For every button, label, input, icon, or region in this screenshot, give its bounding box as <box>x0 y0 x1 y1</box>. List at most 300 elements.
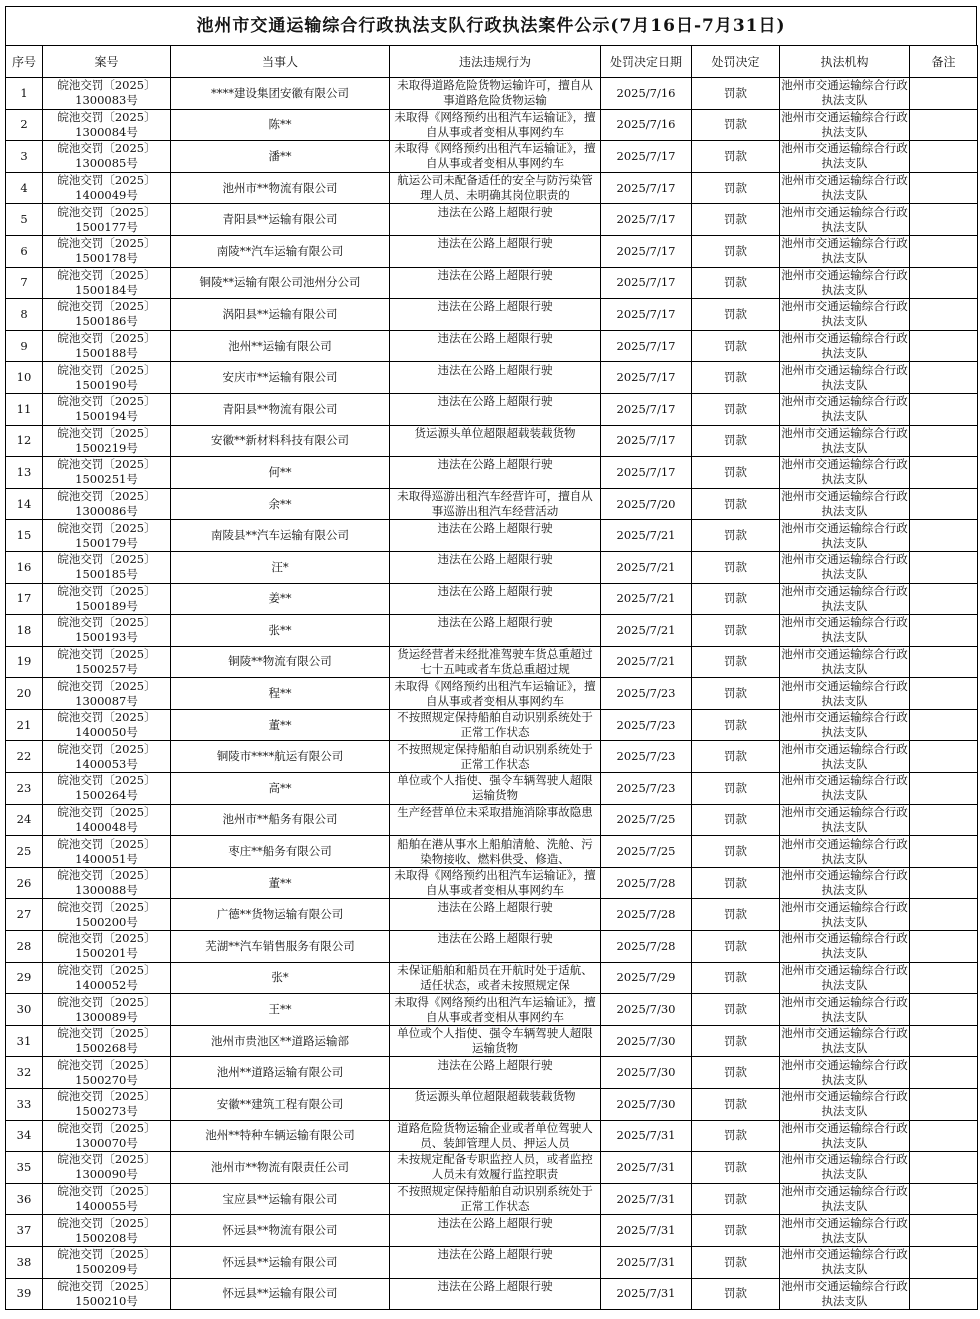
cell-date-container <box>601 1120 692 1152</box>
cell-remark <box>910 363 977 393</box>
cell-date-container <box>601 1183 692 1215</box>
cell-agency: 池州市交通运输综合行政执法支队 <box>781 741 908 771</box>
cell-party: 怀远县**运输有限公司 <box>222 1286 338 1301</box>
cell-case-number-container <box>43 1089 171 1121</box>
cell-case-number-container <box>43 646 171 678</box>
cell-party: 张* <box>271 970 289 985</box>
cell-remark <box>910 299 977 329</box>
cell-party: 青阳县**物流有限公司 <box>222 401 338 416</box>
cell-date-container <box>601 741 692 773</box>
cell-party: 南陵县**汽车运输有限公司 <box>211 528 349 543</box>
cell-case-number: 皖池交罚〔2025〕1400048号 <box>57 804 156 834</box>
cell-remark <box>910 78 977 108</box>
cell-no: 10 <box>16 370 32 385</box>
cell-case-number: 皖池交罚〔2025〕1500208号 <box>57 1215 156 1245</box>
cell-decision: 罚款 <box>724 464 747 479</box>
cell-violation: 生产经营单位未采取措施消除事故隐患 <box>397 804 593 819</box>
cell-case-number: 皖池交罚〔2025〕1300070号 <box>57 1120 156 1150</box>
cell-date: 2025/7/21 <box>616 559 676 574</box>
cell-remark <box>910 394 977 424</box>
cell-agency: 池州市交通运输综合行政执法支队 <box>781 836 908 866</box>
cell-case-number: 皖池交罚〔2025〕1500201号 <box>57 931 156 961</box>
table-row <box>6 962 978 994</box>
cell-agency-container <box>780 678 910 710</box>
cell-party: 池州市**物流有限责任公司 <box>211 1159 349 1174</box>
cell-date-container <box>601 1025 692 1057</box>
table-row <box>6 520 978 552</box>
cell-no: 17 <box>16 591 32 606</box>
cell-case-number: 皖池交罚〔2025〕1500184号 <box>57 267 156 297</box>
cell-remark-container <box>910 425 978 457</box>
cell-remark-container <box>910 1246 978 1278</box>
cell-date: 2025/7/20 <box>616 496 676 511</box>
cell-party: 董** <box>268 875 292 890</box>
cell-agency: 池州市交通运输综合行政执法支队 <box>781 109 908 139</box>
cell-remark <box>910 805 977 835</box>
cell-date-container <box>601 488 692 520</box>
cell-remark-container <box>910 773 978 805</box>
cell-party: 枣庄**船务有限公司 <box>228 844 332 859</box>
column-header-date: 处罚决定日期 <box>601 46 692 78</box>
cell-remark-container <box>910 141 978 173</box>
column-header-violation: 违法违规行为 <box>390 46 601 78</box>
cell-decision: 罚款 <box>724 243 747 258</box>
cell-date: 2025/7/28 <box>616 938 676 953</box>
cell-no: 28 <box>16 938 32 953</box>
cell-no-container <box>6 899 43 931</box>
cell-remark <box>910 552 977 582</box>
cell-case-number-container <box>43 899 171 931</box>
cell-case-number-container <box>43 962 171 994</box>
table-row <box>6 204 978 236</box>
cell-date-container <box>601 78 692 110</box>
cell-decision: 罚款 <box>724 812 747 827</box>
cell-remark-container <box>910 709 978 741</box>
cell-party-container <box>171 1025 390 1057</box>
cell-decision-container <box>692 425 780 457</box>
cell-date: 2025/7/31 <box>616 1254 676 1269</box>
cell-party: 南陵**汽车运输有限公司 <box>216 243 344 258</box>
cell-decision: 罚款 <box>724 875 747 890</box>
cell-no: 18 <box>16 622 32 637</box>
cell-case-number-container <box>43 583 171 615</box>
cell-party: 高** <box>268 780 292 795</box>
cell-agency-container <box>780 741 910 773</box>
cell-date: 2025/7/25 <box>616 812 676 827</box>
cell-date: 2025/7/21 <box>616 528 676 543</box>
cell-violation: 违法在公路上超限行驶 <box>437 1247 553 1262</box>
cell-party-container <box>171 1057 390 1089</box>
cell-party: 安徽**建筑工程有限公司 <box>216 1096 344 1111</box>
cell-party: 怀远县**运输有限公司 <box>222 1254 338 1269</box>
cell-date: 2025/7/25 <box>616 844 676 859</box>
column-header-no: 序号 <box>6 46 43 78</box>
cell-case-number-container <box>43 836 171 868</box>
cell-no: 2 <box>20 117 28 132</box>
cell-case-number-container <box>43 109 171 141</box>
table-row <box>6 330 978 362</box>
cell-decision-container <box>692 551 780 583</box>
cell-no: 21 <box>16 717 32 732</box>
cell-no-container <box>6 1057 43 1089</box>
cell-party-container <box>171 804 390 836</box>
cell-violation-container <box>390 109 601 141</box>
cell-remark <box>910 1247 977 1277</box>
cell-no: 6 <box>20 243 28 258</box>
cell-agency-container <box>780 1246 910 1278</box>
case-table <box>5 45 978 1310</box>
cell-violation-container <box>390 709 601 741</box>
cell-party-container <box>171 141 390 173</box>
table-row <box>6 678 978 710</box>
cell-remark-container <box>910 678 978 710</box>
table-row <box>6 172 978 204</box>
cell-no-container <box>6 362 43 394</box>
cell-party: 芜湖**汽车销售服务有限公司 <box>205 938 355 953</box>
cell-decision: 罚款 <box>724 1065 747 1080</box>
cell-date: 2025/7/29 <box>616 970 676 985</box>
cell-agency: 池州市交通运输综合行政执法支队 <box>781 457 908 487</box>
cell-violation: 单位或个人指使、强令车辆驾驶人超限运输货物 <box>397 1026 593 1056</box>
cell-case-number-container <box>43 1120 171 1152</box>
cell-violation-container <box>390 393 601 425</box>
cell-remark <box>910 679 977 709</box>
table-row <box>6 583 978 615</box>
cell-agency-container <box>780 709 910 741</box>
cell-case-number: 皖池交罚〔2025〕1500257号 <box>57 646 156 676</box>
cell-remark-container <box>910 267 978 299</box>
cell-case-number-container <box>43 709 171 741</box>
cell-case-number: 皖池交罚〔2025〕1500190号 <box>57 362 156 392</box>
cell-no-container <box>6 1246 43 1278</box>
cell-case-number: 皖池交罚〔2025〕1500179号 <box>57 520 156 550</box>
cell-case-number: 皖池交罚〔2025〕1300086号 <box>57 489 156 519</box>
cell-decision: 罚款 <box>724 780 747 795</box>
cell-violation-container <box>390 141 601 173</box>
cell-case-number-container <box>43 1278 171 1310</box>
cell-case-number: 皖池交罚〔2025〕1500194号 <box>57 394 156 424</box>
cell-decision-container <box>692 393 780 425</box>
cell-violation: 未取得《网络预约出租汽车运输证》，擅自从事或者变相从事网约车 <box>394 868 596 898</box>
cell-date: 2025/7/17 <box>616 275 676 290</box>
cell-agency: 池州市交通运输综合行政执法支队 <box>781 236 908 266</box>
cell-case-number-container <box>43 1057 171 1089</box>
cell-decision-container <box>692 1278 780 1310</box>
cell-agency-container <box>780 1025 910 1057</box>
cell-agency: 池州市交通运输综合行政执法支队 <box>781 1089 908 1119</box>
table-row <box>6 141 978 173</box>
cell-remark-container <box>910 520 978 552</box>
cell-remark <box>910 236 977 266</box>
cell-violation: 违法在公路上超限行驶 <box>437 552 553 567</box>
cell-remark-container <box>910 204 978 236</box>
cell-agency: 池州市交通运输综合行政执法支队 <box>781 267 908 297</box>
cell-case-number-container <box>43 78 171 110</box>
cell-decision: 罚款 <box>724 622 747 637</box>
cell-decision: 罚款 <box>724 148 747 163</box>
cell-violation-container <box>390 646 601 678</box>
cell-agency-container <box>780 1120 910 1152</box>
cell-party-container <box>171 1278 390 1310</box>
cell-decision-container <box>692 741 780 773</box>
cell-no-container <box>6 1152 43 1184</box>
cell-decision-container <box>692 583 780 615</box>
cell-agency-container <box>780 299 910 331</box>
cell-party-container <box>171 773 390 805</box>
cell-agency-container <box>780 457 910 489</box>
cell-agency-container <box>780 899 910 931</box>
cell-violation: 不按照规定保持船舶自动识别系统处于正常工作状态 <box>397 741 593 771</box>
cell-decision-container <box>692 172 780 204</box>
cell-case-number: 皖池交罚〔2025〕1400052号 <box>57 962 156 992</box>
cell-no-container <box>6 1215 43 1247</box>
cell-decision-container <box>692 141 780 173</box>
cell-case-number-container <box>43 425 171 457</box>
cell-violation: 违法在公路上超限行驶 <box>437 615 553 630</box>
cell-decision-container <box>692 362 780 394</box>
cell-case-number: 皖池交罚〔2025〕1300089号 <box>57 994 156 1024</box>
cell-no-container <box>6 520 43 552</box>
cell-no: 39 <box>16 1286 32 1301</box>
cell-case-number-container <box>43 235 171 267</box>
cell-violation-container <box>390 330 601 362</box>
cell-party-container <box>171 299 390 331</box>
cell-violation-container <box>390 931 601 963</box>
cell-case-number: 皖池交罚〔2025〕1500210号 <box>57 1278 156 1308</box>
cell-date-container <box>601 899 692 931</box>
cell-party-container <box>171 78 390 110</box>
cell-remark-container <box>910 931 978 963</box>
cell-no: 1 <box>20 85 28 100</box>
cell-date: 2025/7/31 <box>616 1286 676 1301</box>
cell-remark <box>910 521 977 551</box>
cell-decision: 罚款 <box>724 654 747 669</box>
table-row <box>6 994 978 1026</box>
cell-case-number-container <box>43 678 171 710</box>
cell-violation: 未取得《网络预约出租汽车运输证》，擅自从事或者变相从事网约车 <box>394 141 596 171</box>
cell-remark <box>910 1089 977 1119</box>
cell-date: 2025/7/23 <box>616 749 676 764</box>
cell-party-container <box>171 1120 390 1152</box>
cell-no-container <box>6 962 43 994</box>
cell-agency: 池州市交通运输综合行政执法支队 <box>781 141 908 171</box>
cell-case-number-container <box>43 488 171 520</box>
cell-date-container <box>601 994 692 1026</box>
cell-agency: 池州市交通运输综合行政执法支队 <box>781 362 908 392</box>
cell-violation-container <box>390 1025 601 1057</box>
cell-decision-container <box>692 488 780 520</box>
cell-agency: 池州市交通运输综合行政执法支队 <box>781 204 908 234</box>
cell-violation: 未取得《网络预约出租汽车运输证》，擅自从事或者变相从事网约车 <box>394 109 596 139</box>
cell-party: ****建设集团安徽有限公司 <box>211 85 349 100</box>
cell-no-container <box>6 931 43 963</box>
cell-remark <box>910 837 977 867</box>
cell-violation: 违法在公路上超限行驶 <box>437 362 553 377</box>
cell-agency: 池州市交通运输综合行政执法支队 <box>781 931 908 961</box>
cell-remark <box>910 110 977 140</box>
cell-agency: 池州市交通运输综合行政执法支队 <box>781 962 908 992</box>
cell-party: 程** <box>268 686 292 701</box>
cell-party-container <box>171 931 390 963</box>
cell-decision-container <box>692 931 780 963</box>
cell-decision-container <box>692 1120 780 1152</box>
cell-party-container <box>171 393 390 425</box>
cell-no: 26 <box>16 875 32 890</box>
cell-case-number-container <box>43 1215 171 1247</box>
cell-remark <box>910 615 977 645</box>
cell-remark <box>910 457 977 487</box>
cell-date: 2025/7/21 <box>616 591 676 606</box>
cell-decision: 罚款 <box>724 496 747 511</box>
cell-agency: 池州市交通运输综合行政执法支队 <box>781 520 908 550</box>
cell-case-number: 皖池交罚〔2025〕1300083号 <box>57 78 156 108</box>
table-row <box>6 1152 978 1184</box>
cell-violation-container <box>390 962 601 994</box>
cell-violation-container <box>390 204 601 236</box>
cell-remark <box>910 963 977 993</box>
cell-date: 2025/7/30 <box>616 1065 676 1080</box>
cell-remark <box>910 868 977 898</box>
cell-date-container <box>601 299 692 331</box>
cell-violation-container <box>390 172 601 204</box>
column-header-remark: 备注 <box>910 46 978 78</box>
cell-date: 2025/7/31 <box>616 1223 676 1238</box>
cell-agency: 池州市交通运输综合行政执法支队 <box>781 1026 908 1056</box>
cell-no-container <box>6 583 43 615</box>
cell-party: 青阳县**运输有限公司 <box>222 212 338 227</box>
cell-violation: 违法在公路上超限行驶 <box>437 1278 553 1293</box>
cell-party-container <box>171 172 390 204</box>
cell-violation-container <box>390 1246 601 1278</box>
cell-case-number-container <box>43 267 171 299</box>
table-row <box>6 299 978 331</box>
cell-no-container <box>6 994 43 1026</box>
cell-decision: 罚款 <box>724 1128 747 1143</box>
cell-case-number-container <box>43 1246 171 1278</box>
cell-decision: 罚款 <box>724 749 747 764</box>
cell-case-number-container <box>43 520 171 552</box>
cell-no-container <box>6 78 43 110</box>
cell-remark-container <box>910 836 978 868</box>
cell-no-container <box>6 1183 43 1215</box>
cell-agency-container <box>780 583 910 615</box>
cell-violation: 违法在公路上超限行驶 <box>437 583 553 598</box>
cell-party: 汪* <box>271 559 289 574</box>
cell-agency-container <box>780 1183 910 1215</box>
table-row <box>6 867 978 899</box>
document-page <box>5 6 977 1310</box>
cell-no-container <box>6 1120 43 1152</box>
cell-violation: 货运源头单位超限超载装载货物 <box>414 425 576 440</box>
cell-no-container <box>6 330 43 362</box>
cell-decision-container <box>692 267 780 299</box>
cell-case-number-container <box>43 172 171 204</box>
cell-case-number: 皖池交罚〔2025〕1500200号 <box>57 899 156 929</box>
cell-remark <box>910 1121 977 1151</box>
table-row <box>6 709 978 741</box>
cell-violation: 未取得道路危险货物运输许可，擅自从事道路危险货物运输 <box>397 78 593 108</box>
cell-agency-container <box>780 1089 910 1121</box>
cell-case-number: 皖池交罚〔2025〕1500186号 <box>57 299 156 329</box>
cell-remark-container <box>910 1278 978 1310</box>
cell-case-number-container <box>43 1025 171 1057</box>
cell-violation-container <box>390 267 601 299</box>
cell-party: 何** <box>268 464 292 479</box>
cell-agency-container <box>780 520 910 552</box>
cell-date: 2025/7/17 <box>616 306 676 321</box>
cell-party-container <box>171 741 390 773</box>
cell-case-number: 皖池交罚〔2025〕1500178号 <box>57 236 156 266</box>
cell-remark-container <box>910 899 978 931</box>
document-title: 池州市交通运输综合行政执法支队行政执法案件公示(7月16日-7月31日) <box>5 6 977 45</box>
cell-decision: 罚款 <box>724 1191 747 1206</box>
cell-decision: 罚款 <box>724 180 747 195</box>
cell-agency: 池州市交通运输综合行政执法支队 <box>781 489 908 519</box>
cell-decision: 罚款 <box>724 559 747 574</box>
cell-date: 2025/7/30 <box>616 1033 676 1048</box>
table-row <box>6 267 978 299</box>
cell-violation: 不按照规定保持船舶自动识别系统处于正常工作状态 <box>397 1184 593 1214</box>
cell-agency: 池州市交通运输综合行政执法支队 <box>781 1247 908 1277</box>
cell-date: 2025/7/17 <box>616 464 676 479</box>
cell-decision-container <box>692 709 780 741</box>
cell-party-container <box>171 899 390 931</box>
cell-case-number: 皖池交罚〔2025〕1300088号 <box>57 868 156 898</box>
cell-date-container <box>601 773 692 805</box>
cell-remark <box>910 331 977 361</box>
cell-date-container <box>601 678 692 710</box>
cell-decision: 罚款 <box>724 1096 747 1111</box>
cell-date: 2025/7/17 <box>616 212 676 227</box>
cell-violation-container <box>390 425 601 457</box>
cell-remark-container <box>910 1120 978 1152</box>
cell-violation: 不按照规定保持船舶自动识别系统处于正常工作状态 <box>397 710 593 740</box>
cell-remark <box>910 141 977 171</box>
cell-remark-container <box>910 172 978 204</box>
cell-remark-container <box>910 1057 978 1089</box>
cell-date: 2025/7/17 <box>616 401 676 416</box>
cell-case-number-container <box>43 457 171 489</box>
cell-no: 22 <box>16 749 32 764</box>
cell-case-number: 皖池交罚〔2025〕1500273号 <box>57 1089 156 1119</box>
cell-agency: 池州市交通运输综合行政执法支队 <box>781 1184 908 1214</box>
cell-decision: 罚款 <box>724 1223 747 1238</box>
cell-remark <box>910 647 977 677</box>
cell-date: 2025/7/31 <box>616 1159 676 1174</box>
cell-party: 铜陵**物流有限公司 <box>228 654 332 669</box>
cell-case-number-container <box>43 615 171 647</box>
table-body <box>6 78 978 1310</box>
cell-no: 27 <box>16 907 32 922</box>
cell-decision: 罚款 <box>724 1002 747 1017</box>
cell-date-container <box>601 1246 692 1278</box>
cell-violation-container <box>390 899 601 931</box>
cell-decision: 罚款 <box>724 85 747 100</box>
cell-no: 19 <box>16 654 32 669</box>
cell-agency-container <box>780 141 910 173</box>
cell-no: 3 <box>20 148 28 163</box>
cell-date: 2025/7/31 <box>616 1128 676 1143</box>
cell-party-container <box>171 615 390 647</box>
cell-case-number: 皖池交罚〔2025〕1500185号 <box>57 552 156 582</box>
table-row <box>6 425 978 457</box>
cell-agency-container <box>780 867 910 899</box>
cell-agency: 池州市交通运输综合行政执法支队 <box>781 583 908 613</box>
cell-no-container <box>6 172 43 204</box>
cell-remark-container <box>910 583 978 615</box>
cell-party: 铜陵市****航运有限公司 <box>216 749 344 764</box>
cell-party: 铜陵**运输有限公司池州分公司 <box>199 275 361 290</box>
